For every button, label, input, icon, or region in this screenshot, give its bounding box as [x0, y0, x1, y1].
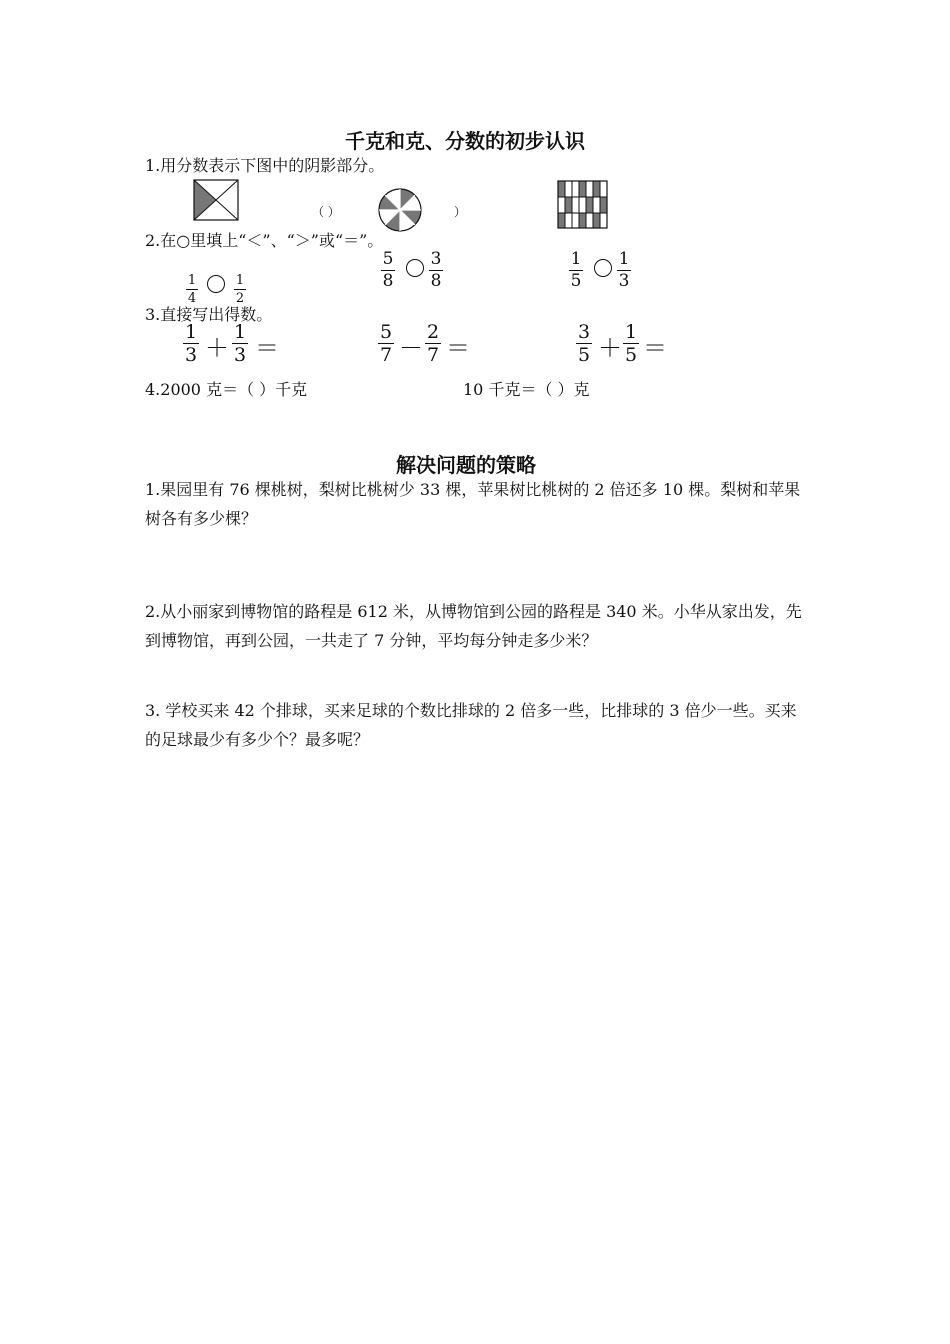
- denominator: 4: [187, 291, 197, 306]
- numerator: 1: [570, 249, 582, 269]
- numerator: 3: [577, 321, 591, 343]
- denominator: 5: [570, 271, 582, 291]
- numerator: 2: [426, 321, 440, 343]
- compare-circle-2[interactable]: [406, 259, 424, 277]
- q3-expr3-b: [623, 322, 639, 365]
- q2-pair2-b: [429, 250, 443, 291]
- numerator: 1: [624, 321, 638, 343]
- q4-right: 10 千克＝（ ）克: [463, 380, 590, 399]
- denominator: 8: [382, 271, 394, 291]
- q3-expr3-a: [576, 322, 592, 365]
- compare-circle-3[interactable]: [594, 259, 612, 277]
- operator-minus: －: [399, 334, 423, 362]
- section1-title: 千克和克、分数的初步认识: [345, 129, 585, 153]
- operator-plus: ＋: [205, 334, 229, 362]
- denominator: 5: [624, 344, 638, 366]
- equals-sign: ＝: [643, 334, 667, 362]
- denominator: 8: [430, 271, 442, 291]
- q1-text: 1.用分数表示下图中的阴影部分。: [145, 156, 385, 175]
- problem-2: 2.从小丽家到博物馆的路程是 612 米，从博物馆到公园的路程是 340 米。小华从家出发，先到博物馆，再到公园，一共走了 7 分钟，平均每分钟走多少米？: [145, 602, 802, 650]
- denominator: 3: [233, 344, 247, 366]
- grid-figure: [557, 180, 611, 230]
- denominator: 3: [184, 344, 198, 366]
- denominator: 3: [618, 271, 630, 291]
- denominator: 5: [577, 344, 591, 366]
- problem-3: 3. 学校买来 42 个排球，买来足球的个数比排球的 2 倍多一些，比排球的 3 倍少一些。买来的足球最少有多少个？最多呢？: [145, 701, 797, 749]
- numerator: 5: [379, 321, 393, 343]
- numerator: 5: [382, 249, 394, 269]
- problem-1: 1.果园里有 76 棵桃树，梨树比桃树少 33 棵，苹果树比桃树的 2 倍还多 10 棵。梨树和苹果树各有多少棵？: [145, 480, 801, 528]
- numerator: 1: [235, 273, 245, 288]
- q2-pair2-a: [381, 250, 395, 291]
- denominator: 2: [235, 291, 245, 306]
- q3-expr1-a: [183, 322, 199, 365]
- compare-circle-1[interactable]: [207, 275, 225, 293]
- q1-blank-2[interactable]: ）: [454, 205, 467, 219]
- numerator: 1: [233, 321, 247, 343]
- numerator: 1: [184, 321, 198, 343]
- equals-sign: ＝: [255, 334, 279, 362]
- square-figure: [193, 179, 239, 221]
- circle-figure: [377, 187, 423, 233]
- numerator: 1: [618, 249, 630, 269]
- equals-sign: ＝: [446, 334, 470, 362]
- q4-left: 4.2000 克＝（ ）千克: [145, 380, 308, 399]
- denominator: 7: [379, 344, 393, 366]
- q3-text: 3.直接写出得数。: [145, 305, 273, 324]
- numerator: 3: [430, 249, 442, 269]
- q3-expr2-b: [425, 322, 441, 365]
- q2-pair3-a: [569, 250, 583, 291]
- q2-pair3-b: [617, 250, 631, 291]
- denominator: 7: [426, 344, 440, 366]
- q3-expr1-b: [232, 322, 248, 365]
- numerator: 1: [187, 273, 197, 288]
- operator-plus: ＋: [598, 334, 622, 362]
- section2-title: 解决问题的策略: [396, 453, 536, 477]
- q2-text: 2.在○里填上“＜”、“＞”或“＝”。: [145, 231, 384, 250]
- q1-blank-1[interactable]: （ ）: [312, 205, 340, 219]
- q3-expr2-a: [378, 322, 394, 365]
